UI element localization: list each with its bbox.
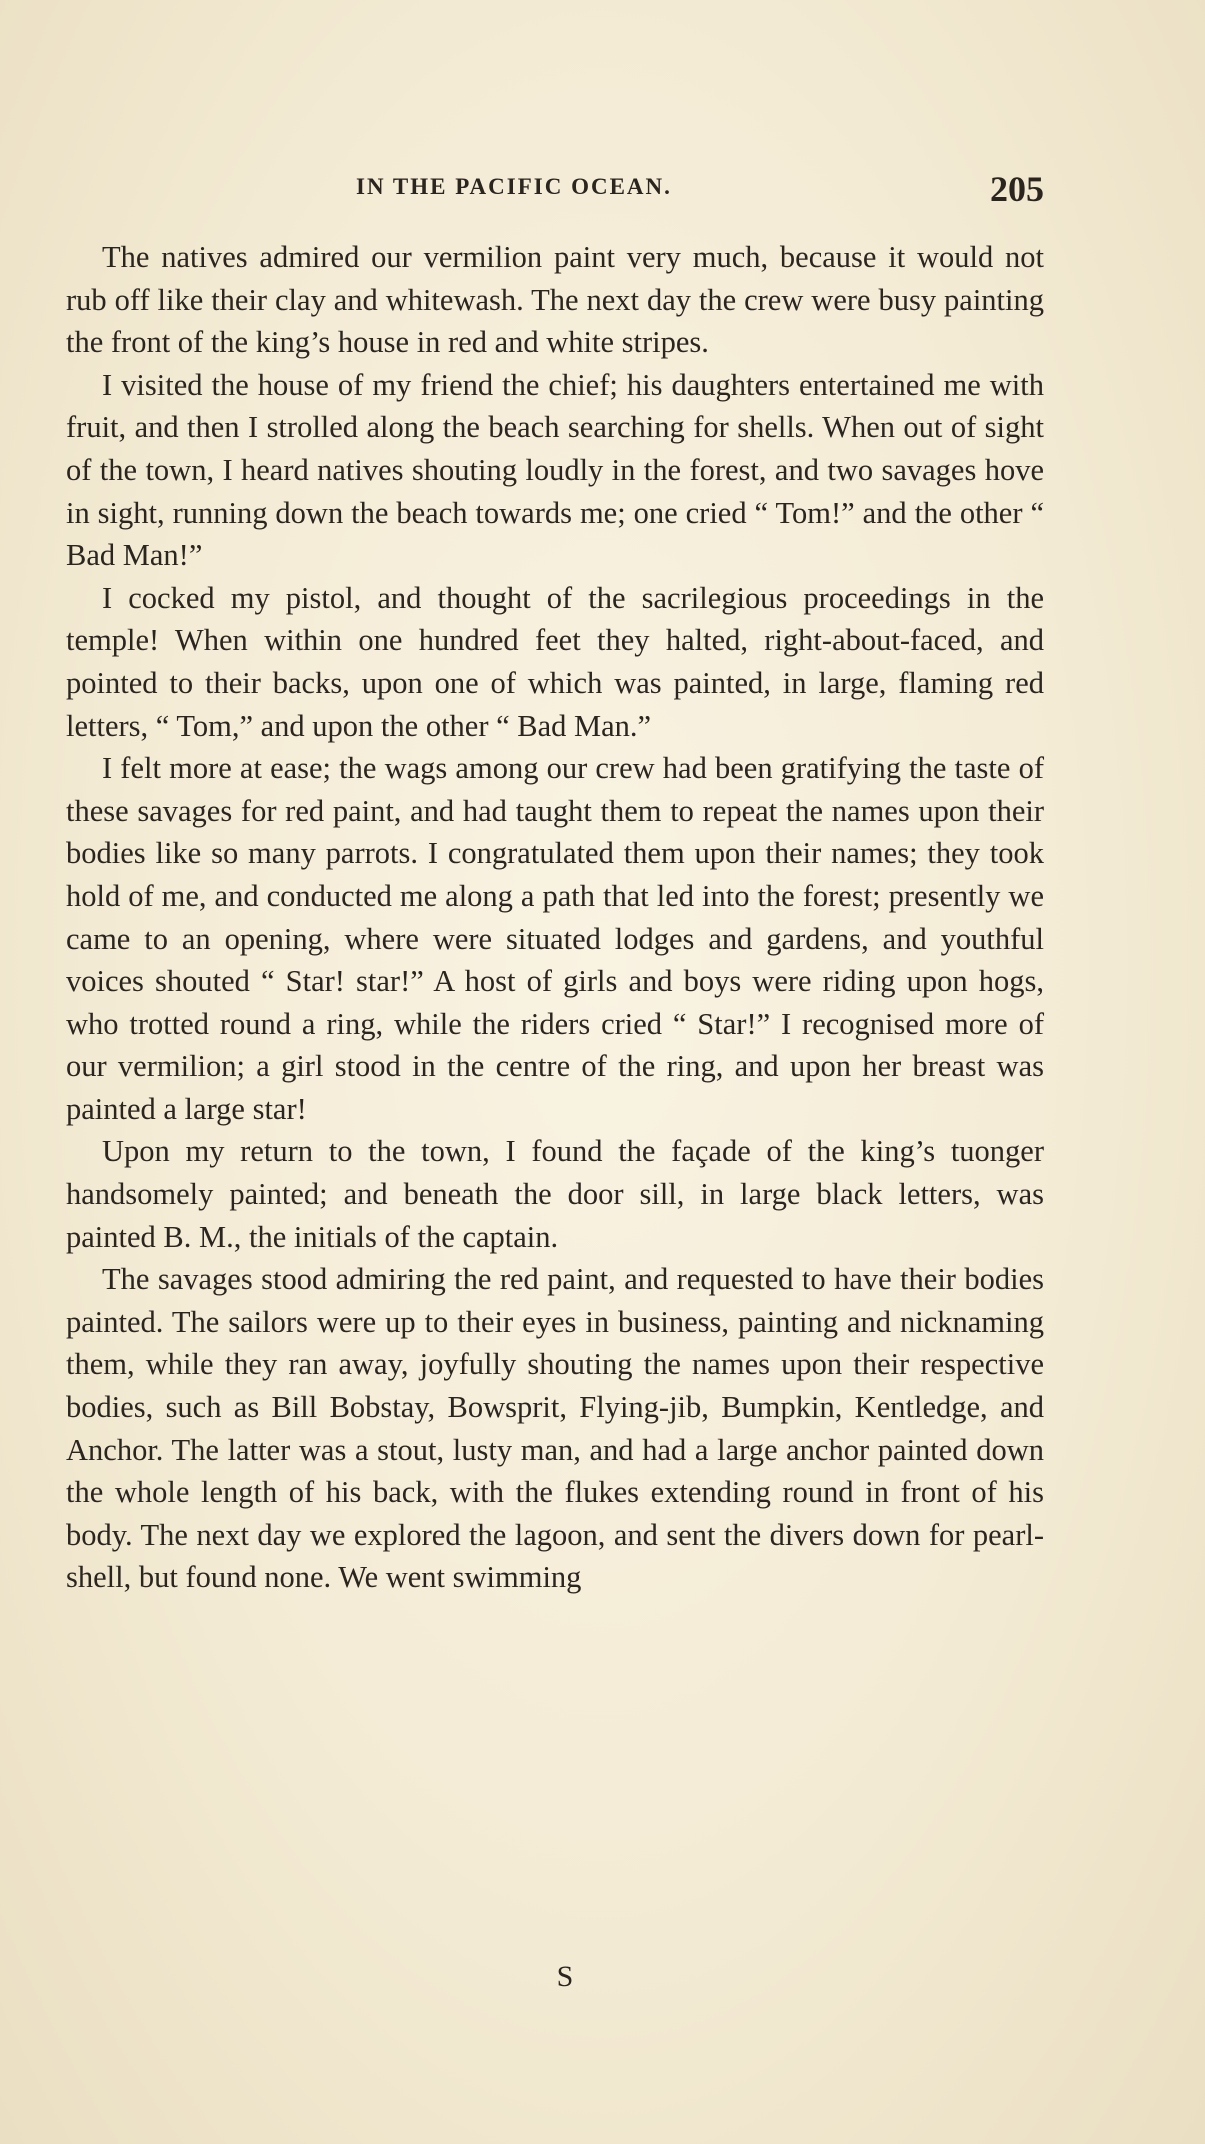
paragraph: I cocked my pistol, and thought of the sacrilegious proceedings in the temple! When within one hundred feet they halted, right-about-faced, and pointed to their backs, upon one of which was painted, in large, flaming red letters, “ Tom,” and upon the other “ Bad Man.”	[66, 580, 1044, 743]
paragraph: Upon my return to the town, I found the façade of the king’s tuonger handsomely painted; and beneath the door sill, in large black letters, was painted B. M., the initials of the captain.	[66, 1134, 1044, 1254]
paragraph: The savages stood admiring the red paint, and requested to have their bodies painted. The sailors were up to their eyes in business, painting and nicknaming them, while they ran away, joyfully shouting the names upon their respective bodies, such as Bill Bobstay, Bowsprit, Flying-jib, Bumpkin, Kentledge, and Anchor. The latter was a stout, lusty man, and had a large anchor painted down the whole length of his back, with the flukes extending round in front of his body. The next day we explored the lagoon, and sent the divers down for pearl-shell, but found none. We went swimming	[66, 1262, 1044, 1595]
running-head: IN THE PACIFIC OCEAN.	[356, 174, 672, 199]
page-number: 205	[990, 169, 1044, 209]
paragraph: The natives admired our vermilion paint very much, because it would not rub off like their clay and whitewash. The next day the crew were busy painting the front of the king’s house in red and white stripes.	[66, 240, 1044, 360]
page-header	[66, 168, 1044, 212]
body-text	[66, 236, 1044, 1599]
paragraph: I felt more at ease; the wags among our crew had been gratifying the taste of these savages for red paint, and had taught them to repeat the names upon their bodies like so many parrots. I congratulated them upon their names; they took hold of me, and conducted me along a path that led into the forest; presently we came to an opening, where were situated lodges and gardens, and youthful voices shouted “ Star! star!” A host of girls and boys were riding upon hogs, who trotted round a ring, while the riders cried “ Star!” I recognised more of our vermilion; a girl stood in the centre of the ring, and upon her breast was painted a large star!	[66, 751, 1044, 1126]
paragraph: I visited the house of my friend the chief; his daughters entertained me with fruit, and then I strolled along the beach searching for shells. When out of sight of the town, I heard natives shouting loudly in the forest, and two savages hove in sight, running down the beach towards me; one cried “ Tom!” and the other “ Bad Man!”	[66, 367, 1044, 573]
signature-mark: S	[556, 1960, 574, 1993]
